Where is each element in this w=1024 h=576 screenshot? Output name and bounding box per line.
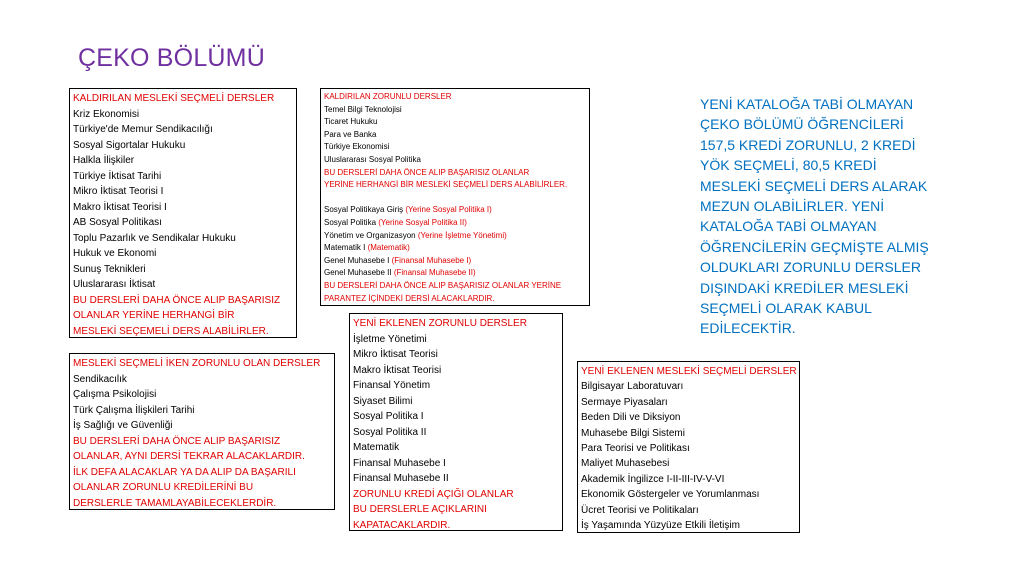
replacement-course-note: (Yerine Sosyal Politika I) <box>405 205 492 215</box>
course-name: YENİ EKLENEN ZORUNLU DERSLER <box>353 318 527 329</box>
course-name: BU DERSLERİ DAHA ÖNCE ALIP BAŞARISIZ <box>73 435 281 447</box>
removed-compulsory-courses-box <box>320 88 590 306</box>
course-line <box>581 503 796 518</box>
course-line <box>581 426 796 441</box>
course-line <box>324 141 586 154</box>
note-line: DIŞINDAKİ KREDİLER MESLEKİ <box>700 279 909 296</box>
course-name: İş Yaşamında Yüzyüze Etkili İletişim <box>581 520 740 532</box>
course-name: Matematik I <box>324 243 368 253</box>
course-line <box>581 441 796 456</box>
course-line <box>324 267 586 280</box>
course-name: Maliyet Muhasebesi <box>581 458 670 470</box>
course-name: BU DERSLERİ DAHA ÖNCE ALIP BAŞARISIZ OLANLAR YERİNE <box>324 280 562 290</box>
red-notice-line <box>324 167 586 180</box>
course-name: Makro İktisat Teorisi I <box>73 201 167 213</box>
red-notice-line <box>324 293 586 306</box>
note-line: ÇEKO BÖLÜMÜ ÖĞRENCİLERİ <box>700 116 904 133</box>
course-name: Muhasebe Bilgi Sistemi <box>581 427 685 439</box>
course-name: Bilgisayar Laboratuvarı <box>581 381 684 393</box>
course-line <box>324 255 586 268</box>
course-name: BU DERSLERLE AÇIKLARINI <box>353 504 487 515</box>
course-name: Türkiye'de Memur Sendikacılığı <box>73 124 213 135</box>
course-name: Akademik İngilizce I-II-III-IV-V-VI <box>581 473 725 485</box>
course-line <box>73 262 293 278</box>
course-line <box>353 378 559 394</box>
course-name: Toplu Pazarlık ve Sendikalar Hukuku <box>73 232 236 244</box>
course-name: OLANLAR ZORUNLU KREDİLERİNİ BU <box>73 482 254 493</box>
note-line: KATALOĞA TABİ OLMAYAN <box>700 218 877 235</box>
note-line: 157,5 KREDİ ZORUNLU, 2 KREDİ <box>700 136 916 153</box>
course-name: Makro İktisat Teorisi <box>353 364 442 376</box>
course-line <box>324 204 586 217</box>
course-name: Finansal Muhasebe I <box>353 457 446 469</box>
course-line <box>581 472 796 487</box>
note-line: YENİ KATALOĞA TABİ OLMAYAN <box>700 96 914 112</box>
course-name: Para ve Banka <box>324 129 377 139</box>
course-name: Sermaye Piyasaları <box>581 396 668 408</box>
course-name: Kriz Ekonomisi <box>73 108 140 120</box>
red-notice-line <box>73 293 293 309</box>
course-name: BU DERSLERİ DAHA ÖNCE ALIP BAŞARISIZ OLANLAR <box>324 167 530 177</box>
blank-line <box>324 192 586 205</box>
course-name: Sosyal Politika <box>324 217 379 227</box>
course-name: BU DERSLERİ DAHA ÖNCE ALIP BAŞARISIZ <box>73 294 281 306</box>
replacement-course-note: (Finansal Muhasebe I) <box>391 255 472 265</box>
course-name: AB Sosyal Politikası <box>73 217 162 228</box>
course-name: Sosyal Politika II <box>353 426 427 438</box>
red-notice-line <box>353 518 559 534</box>
course-name: Finansal Muhasebe II <box>353 473 449 484</box>
course-line <box>581 395 796 410</box>
course-name: Türkiye İktisat Tarihi <box>73 170 162 182</box>
course-line <box>73 138 293 154</box>
red-notice-line <box>581 364 796 379</box>
course-name: Ticaret Hukuku <box>324 117 378 127</box>
course-line <box>324 217 586 230</box>
course-line <box>353 456 559 472</box>
red-notice-line <box>324 179 586 192</box>
course-name: Mikro İktisat Teorisi I <box>73 186 164 197</box>
course-name: KALDIRILAN MESLEKİ SEÇMELİ DERSLER <box>73 93 275 104</box>
course-name: Sosyal Politika I <box>353 411 424 422</box>
course-name: MESLEKİ SEÇMELİ İKEN ZORUNLU OLAN DERSLER <box>73 358 321 369</box>
red-notice-line <box>73 91 293 107</box>
red-notice-line <box>73 496 331 512</box>
note-line: MESLEKİ SEÇMELİ DERS ALARAK <box>700 177 928 194</box>
course-line <box>353 347 559 363</box>
replacement-course-note: (Yerine Sosyal Politika II) <box>378 217 467 227</box>
course-name: Ekonomik Göstergeler ve Yorumlanması <box>581 489 760 501</box>
course-line <box>324 116 586 129</box>
course-line <box>73 153 293 169</box>
course-name: MESLEKİ SEÇEMELİ DERS ALABİLİRLER. <box>73 325 269 337</box>
note-line: MEZUN OLABİLİRLER. YENİ <box>700 198 885 215</box>
red-notice-line <box>73 480 331 496</box>
course-name: Hukuk ve Ekonomi <box>73 248 157 259</box>
course-name: İLK DEFA ALACAKLAR YA DA ALIP DA BAŞARILI <box>73 466 296 478</box>
course-name: Türkiye Ekonomisi <box>324 142 390 152</box>
course-name: Sunuş Teknikleri <box>73 263 146 275</box>
course-line <box>353 425 559 441</box>
course-name: Temel Bilgi Teknolojisi <box>324 104 402 114</box>
course-name: Mikro İktisat Teorisi <box>353 349 438 360</box>
course-line <box>581 518 796 533</box>
course-name: Sendikacılık <box>73 373 127 385</box>
course-name: OLANLAR YERİNE HERHANGİ BİR <box>73 310 235 321</box>
course-line <box>581 456 796 471</box>
course-name: İş Sağlığı ve Güvenliği <box>73 420 173 431</box>
course-line <box>73 107 293 123</box>
course-name: Halkla İlişkiler <box>73 155 135 166</box>
course-line <box>73 122 293 138</box>
course-line <box>581 379 796 394</box>
red-notice-line <box>73 356 331 372</box>
course-name: Finansal Yönetim <box>353 380 431 391</box>
course-line <box>73 418 331 434</box>
note-line: ÖĞRENCİLERİN GEÇMİŞTE ALMIŞ <box>700 238 929 255</box>
course-name: YENİ EKLENEN MESLEKİ SEÇMELİ DERSLER <box>581 366 797 377</box>
course-name: Yönetim ve Organizasyon <box>324 230 418 240</box>
course-line <box>73 200 293 216</box>
course-line <box>353 332 559 348</box>
course-line <box>73 215 293 231</box>
course-name: KALDIRILAN ZORUNLU DERSLER <box>324 92 452 101</box>
course-name: YERİNE HERHANGİ BİR MESLEKİ SEÇMELİ DERS ALABİLİRLER. <box>324 180 568 190</box>
course-line <box>73 277 293 293</box>
red-notice-line <box>73 324 293 340</box>
page-title: ÇEKO BÖLÜMÜ <box>78 44 265 72</box>
red-notice-line <box>324 91 586 104</box>
course-line <box>324 154 586 167</box>
course-line <box>324 104 586 117</box>
course-line <box>353 409 559 425</box>
course-name: Çalışma Psikolojisi <box>73 389 157 400</box>
red-notice-line <box>73 449 331 465</box>
course-line <box>353 471 559 487</box>
course-name: Sosyal Politikaya Giriş <box>324 205 406 215</box>
red-notice-line <box>324 280 586 293</box>
new-elective-courses-box <box>577 361 800 533</box>
course-name: ZORUNLU KREDİ AÇIĞI OLANLAR <box>353 488 514 500</box>
course-name: Uluslararası İktisat <box>73 279 156 290</box>
elective-now-compulsory-box <box>69 353 335 510</box>
course-line <box>73 184 293 200</box>
replacement-course-note: (Finansal Muhasebe II) <box>393 268 476 278</box>
note-line: EDİLECEKTİR. <box>700 320 796 337</box>
course-name: Uluslararası Sosyal Politika <box>324 154 421 164</box>
red-notice-line <box>73 434 331 450</box>
red-notice-line <box>353 487 559 503</box>
course-name: Türk Çalışma İlişkileri Tarihi <box>73 404 195 416</box>
course-name: Genel Muhasebe II <box>324 268 394 278</box>
graduation-note <box>700 94 940 339</box>
course-line <box>581 410 796 425</box>
red-notice-line <box>353 316 559 332</box>
course-line <box>353 440 559 456</box>
replacement-course-note: (Yerine İşletme Yönetimi) <box>417 230 507 240</box>
replacement-course-note: (Matematik) <box>367 243 410 253</box>
course-name: DERSLERLE TAMAMLAYABİLECEKLERDİR. <box>73 497 277 509</box>
course-line <box>353 363 559 379</box>
course-name: Ücret Teorisi ve Politikaları <box>581 504 699 516</box>
course-line <box>73 246 293 262</box>
removed-elective-courses-box <box>69 88 297 338</box>
course-line <box>581 487 796 502</box>
note-line: YÖK SEÇMELİ, 80,5 KREDİ <box>700 157 877 174</box>
course-name: Siyaset Bilimi <box>353 395 413 407</box>
red-notice-line <box>73 465 331 481</box>
course-line <box>324 129 586 142</box>
note-line: SEÇMELİ OLARAK KABUL <box>700 300 872 317</box>
course-line <box>353 394 559 410</box>
course-line <box>73 231 293 247</box>
course-name: İşletme Yönetimi <box>353 333 427 345</box>
course-line <box>324 242 586 255</box>
new-compulsory-courses-box <box>349 313 563 531</box>
course-line <box>73 387 331 403</box>
course-name: PARANTEZ İÇİNDEKİ DERSİ ALACAKLARDIR. <box>324 293 495 303</box>
course-line <box>324 230 586 243</box>
course-name: Matematik <box>353 442 400 453</box>
red-notice-line <box>73 308 293 324</box>
course-name: Sosyal Sigortalar Hukuku <box>73 139 186 151</box>
course-name: Beden Dili ve Diksiyon <box>581 412 681 424</box>
course-line <box>73 403 331 419</box>
course-name: KAPATACAKLARDIR. <box>353 519 451 531</box>
note-line: OLDUKLARI ZORUNLU DERSLER <box>700 259 921 276</box>
course-name: Para Teorisi ve Politikası <box>581 443 690 455</box>
course-name: OLANLAR, AYNI DERSİ TEKRAR ALACAKLARDIR. <box>73 451 305 462</box>
course-line <box>73 169 293 185</box>
course-line <box>73 372 331 388</box>
course-name: Genel Muhasebe I <box>324 255 392 265</box>
red-notice-line <box>353 502 559 518</box>
